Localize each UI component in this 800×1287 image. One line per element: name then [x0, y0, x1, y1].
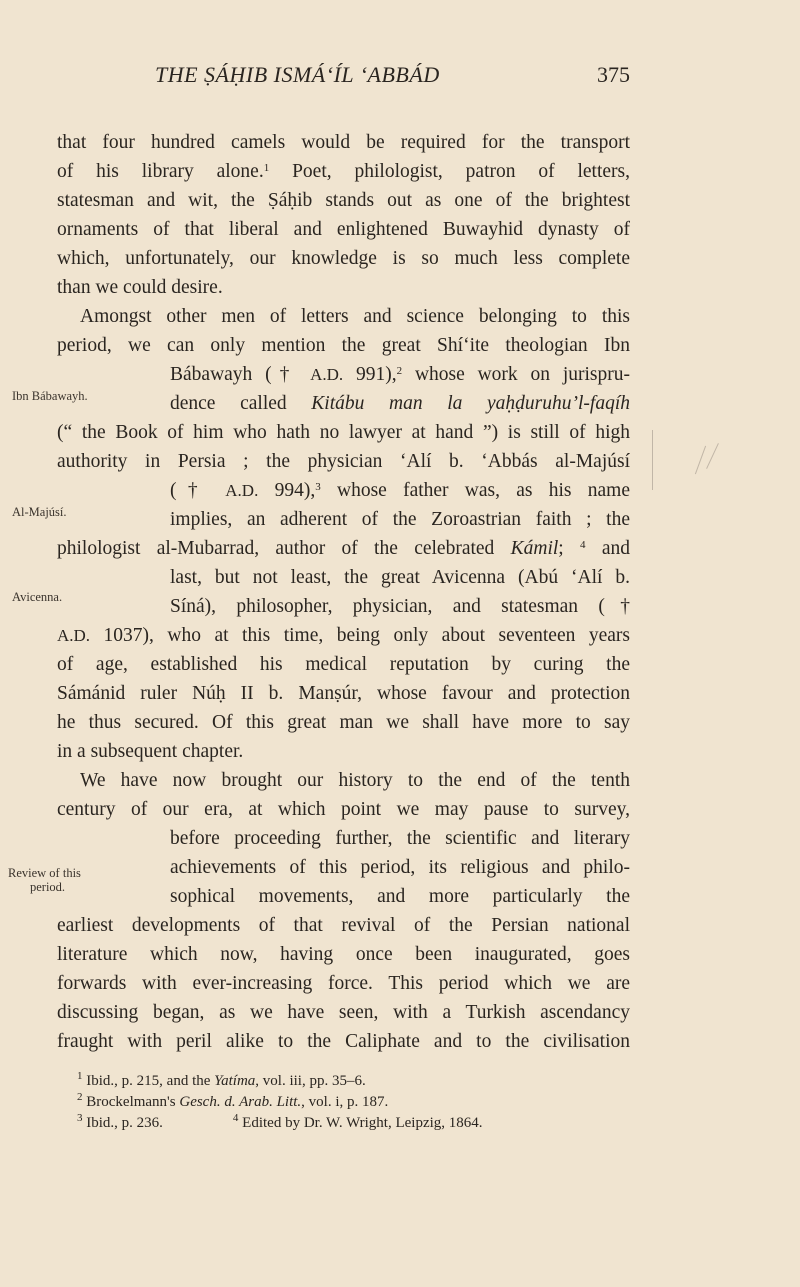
text-line: forwards with ever-increasing force. This period which we are: [57, 973, 630, 994]
text-line: before proceeding further, the scientific and literary: [170, 828, 630, 849]
text-line: († A.D. 994),$^3$ whose father was, as his name: [170, 480, 631, 501]
text-line: earliest developments of that revival of the Persian national: [57, 915, 630, 936]
text-line: achievements of this period, its religious and philo-: [170, 857, 630, 878]
text-line: We have now brought our history to the end of the tenth: [80, 770, 630, 791]
text-line: dence called Kitábu man la yaḥḍuruhu’l-faqíh: [170, 393, 631, 414]
margin-note: Al-Majúsí.: [12, 505, 67, 519]
book-title: Kitábu man la yaḥḍuruhu’l-faqíh: [311, 393, 631, 414]
text-line: century of our era, at which point we may pause to survey,: [57, 799, 630, 820]
text-line: Sámánid ruler Núḥ II b. Manṣúr, whose favour and protection: [57, 683, 630, 704]
text-line: that four hundred camels would be required for the transport: [57, 132, 630, 153]
text-line: Síná), philosopher, physician, and statesman (†: [170, 596, 630, 617]
text-line: literature which now, having once been inaugurated, goes: [57, 944, 630, 965]
text-line: discussing began, as we have seen, with a Turkish ascendancy: [57, 1002, 630, 1023]
margin-note: Avicenna.: [12, 590, 63, 604]
running-title: THE ṢÁḤIB ISMÁ‘ÍL ‘ABBÁD: [155, 62, 440, 87]
page-number: 375: [597, 62, 630, 87]
footnote: $^3$ Ibid., p. 236. $^4$ Edited by Dr. W. Wright, Leipzig, 1864.: [77, 1112, 483, 1131]
text-line: sophical movements, and more particularly the: [170, 886, 630, 907]
footnote: $^1$ Ibid., p. 215, and the Yatíma, vol. iii, pp. 35–6.: [77, 1070, 366, 1089]
text-line: ornaments of that liberal and enlightened Buwayhid dynasty of: [57, 219, 630, 240]
text-line: implies, an adherent of the Zoroastrian faith ; the: [170, 509, 630, 530]
text-line: he thus secured. Of this great man we shall have more to say: [57, 712, 630, 733]
text-line: of his library alone.$^1$ Poet, philologist, patron of letters,: [57, 161, 630, 182]
text-line: philologist al-Mubarrad, author of the celebrated Kámil; $^4$ and: [57, 538, 630, 559]
pencil-mark: [695, 446, 706, 475]
text-line: of age, established his medical reputation by curing the: [57, 654, 630, 675]
text-line: fraught with peril alike to the Caliphate and to the civilisation: [57, 1031, 630, 1052]
text-line: A.D. 1037), who at this time, being only about seventeen years: [57, 625, 630, 646]
text-line: Bábawayh († A.D. 991),$^2$ whose work on jurispru-: [170, 364, 630, 385]
text-line: statesman and wit, the Ṣáḥib stands out as one of the brightest: [57, 190, 630, 211]
text-line: Amongst other men of letters and science belonging to this: [80, 306, 630, 327]
running-header: [57, 62, 630, 92]
text-line: (“ the Book of him who hath no lawyer at hand ”) is still of high: [57, 422, 630, 443]
text-line: which, unfortunately, our knowledge is so much less complete: [57, 248, 630, 269]
text-line: in a subsequent chapter.: [57, 741, 244, 762]
text-line: period, we can only mention the great Shí‘ite theologian Ibn: [57, 335, 630, 356]
pencil-mark: [706, 443, 719, 469]
text-line: last, but not least, the great Avicenna (Abú ‘Alí b.: [170, 567, 630, 588]
text-line: than we could desire.: [57, 277, 223, 298]
margin-note: Ibn Bábawayh.: [12, 389, 88, 403]
text-line: authority in Persia ; the physician ‘Alí b. ‘Abbás al-Majúsí: [57, 451, 630, 472]
footnote-ref: 1: [263, 162, 270, 174]
margin-note: Review of this period.: [8, 866, 81, 894]
footnote: $^2$ Brockelmann's Gesch. d. Arab. Litt., vol. i, p. 187.: [77, 1091, 389, 1110]
pencil-mark: [652, 430, 653, 490]
